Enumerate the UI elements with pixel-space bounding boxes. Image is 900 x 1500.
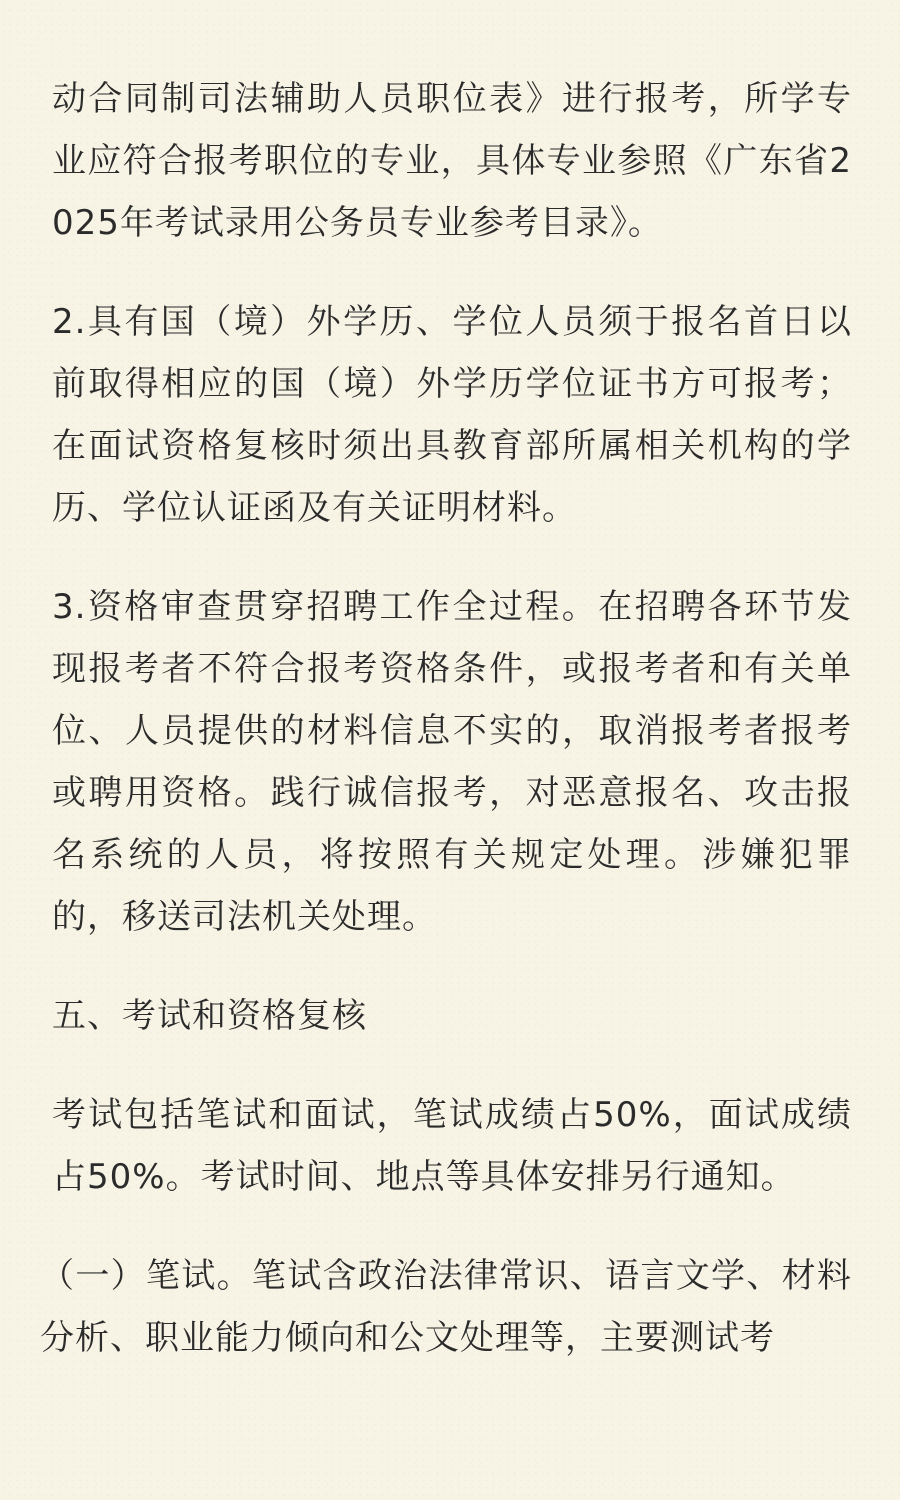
section-heading-exam: 五、考试和资格复核 xyxy=(52,996,367,1036)
paragraph-exam-weighting: 考试包括笔试和面试，笔试成绩占50%，面试成绩占50%。考试时间、地点等具体安排另行通知。 xyxy=(52,1095,852,1197)
paragraph-major-requirement: 动合同制司法辅助人员职位表》进行报考，所学专业应符合报考职位的专业，具体专业参照《广东省2025年考试录用公务员专业参考目录》。 xyxy=(52,79,852,243)
paragraph-qualification-review: 3.资格审查贯穿招聘工作全过程。在招聘各环节发现报考者不符合报考资格条件，或报考者和有关单位、人员提供的材料信息不实的，取消报考者报考或聘用资格。践行诚信报考，对恶意报名、攻击报名系统的人员，将按照有关规定处理。涉嫌犯罪的，移送司法机关处理。 xyxy=(52,587,852,937)
paragraph-foreign-degree: 2.具有国（境）外学历、学位人员须于报名首日以前取得相应的国（境）外学历学位证书方可报考；在面试资格复核时须出具教育部所属相关机构的学历、学位认证函及有关证明材料。 xyxy=(52,302,852,528)
paragraph-written-exam: （一）笔试。笔试含政治法律常识、语言文学、材料分析、职业能力倾向和公文处理等，主要测试考 xyxy=(40,1256,852,1358)
